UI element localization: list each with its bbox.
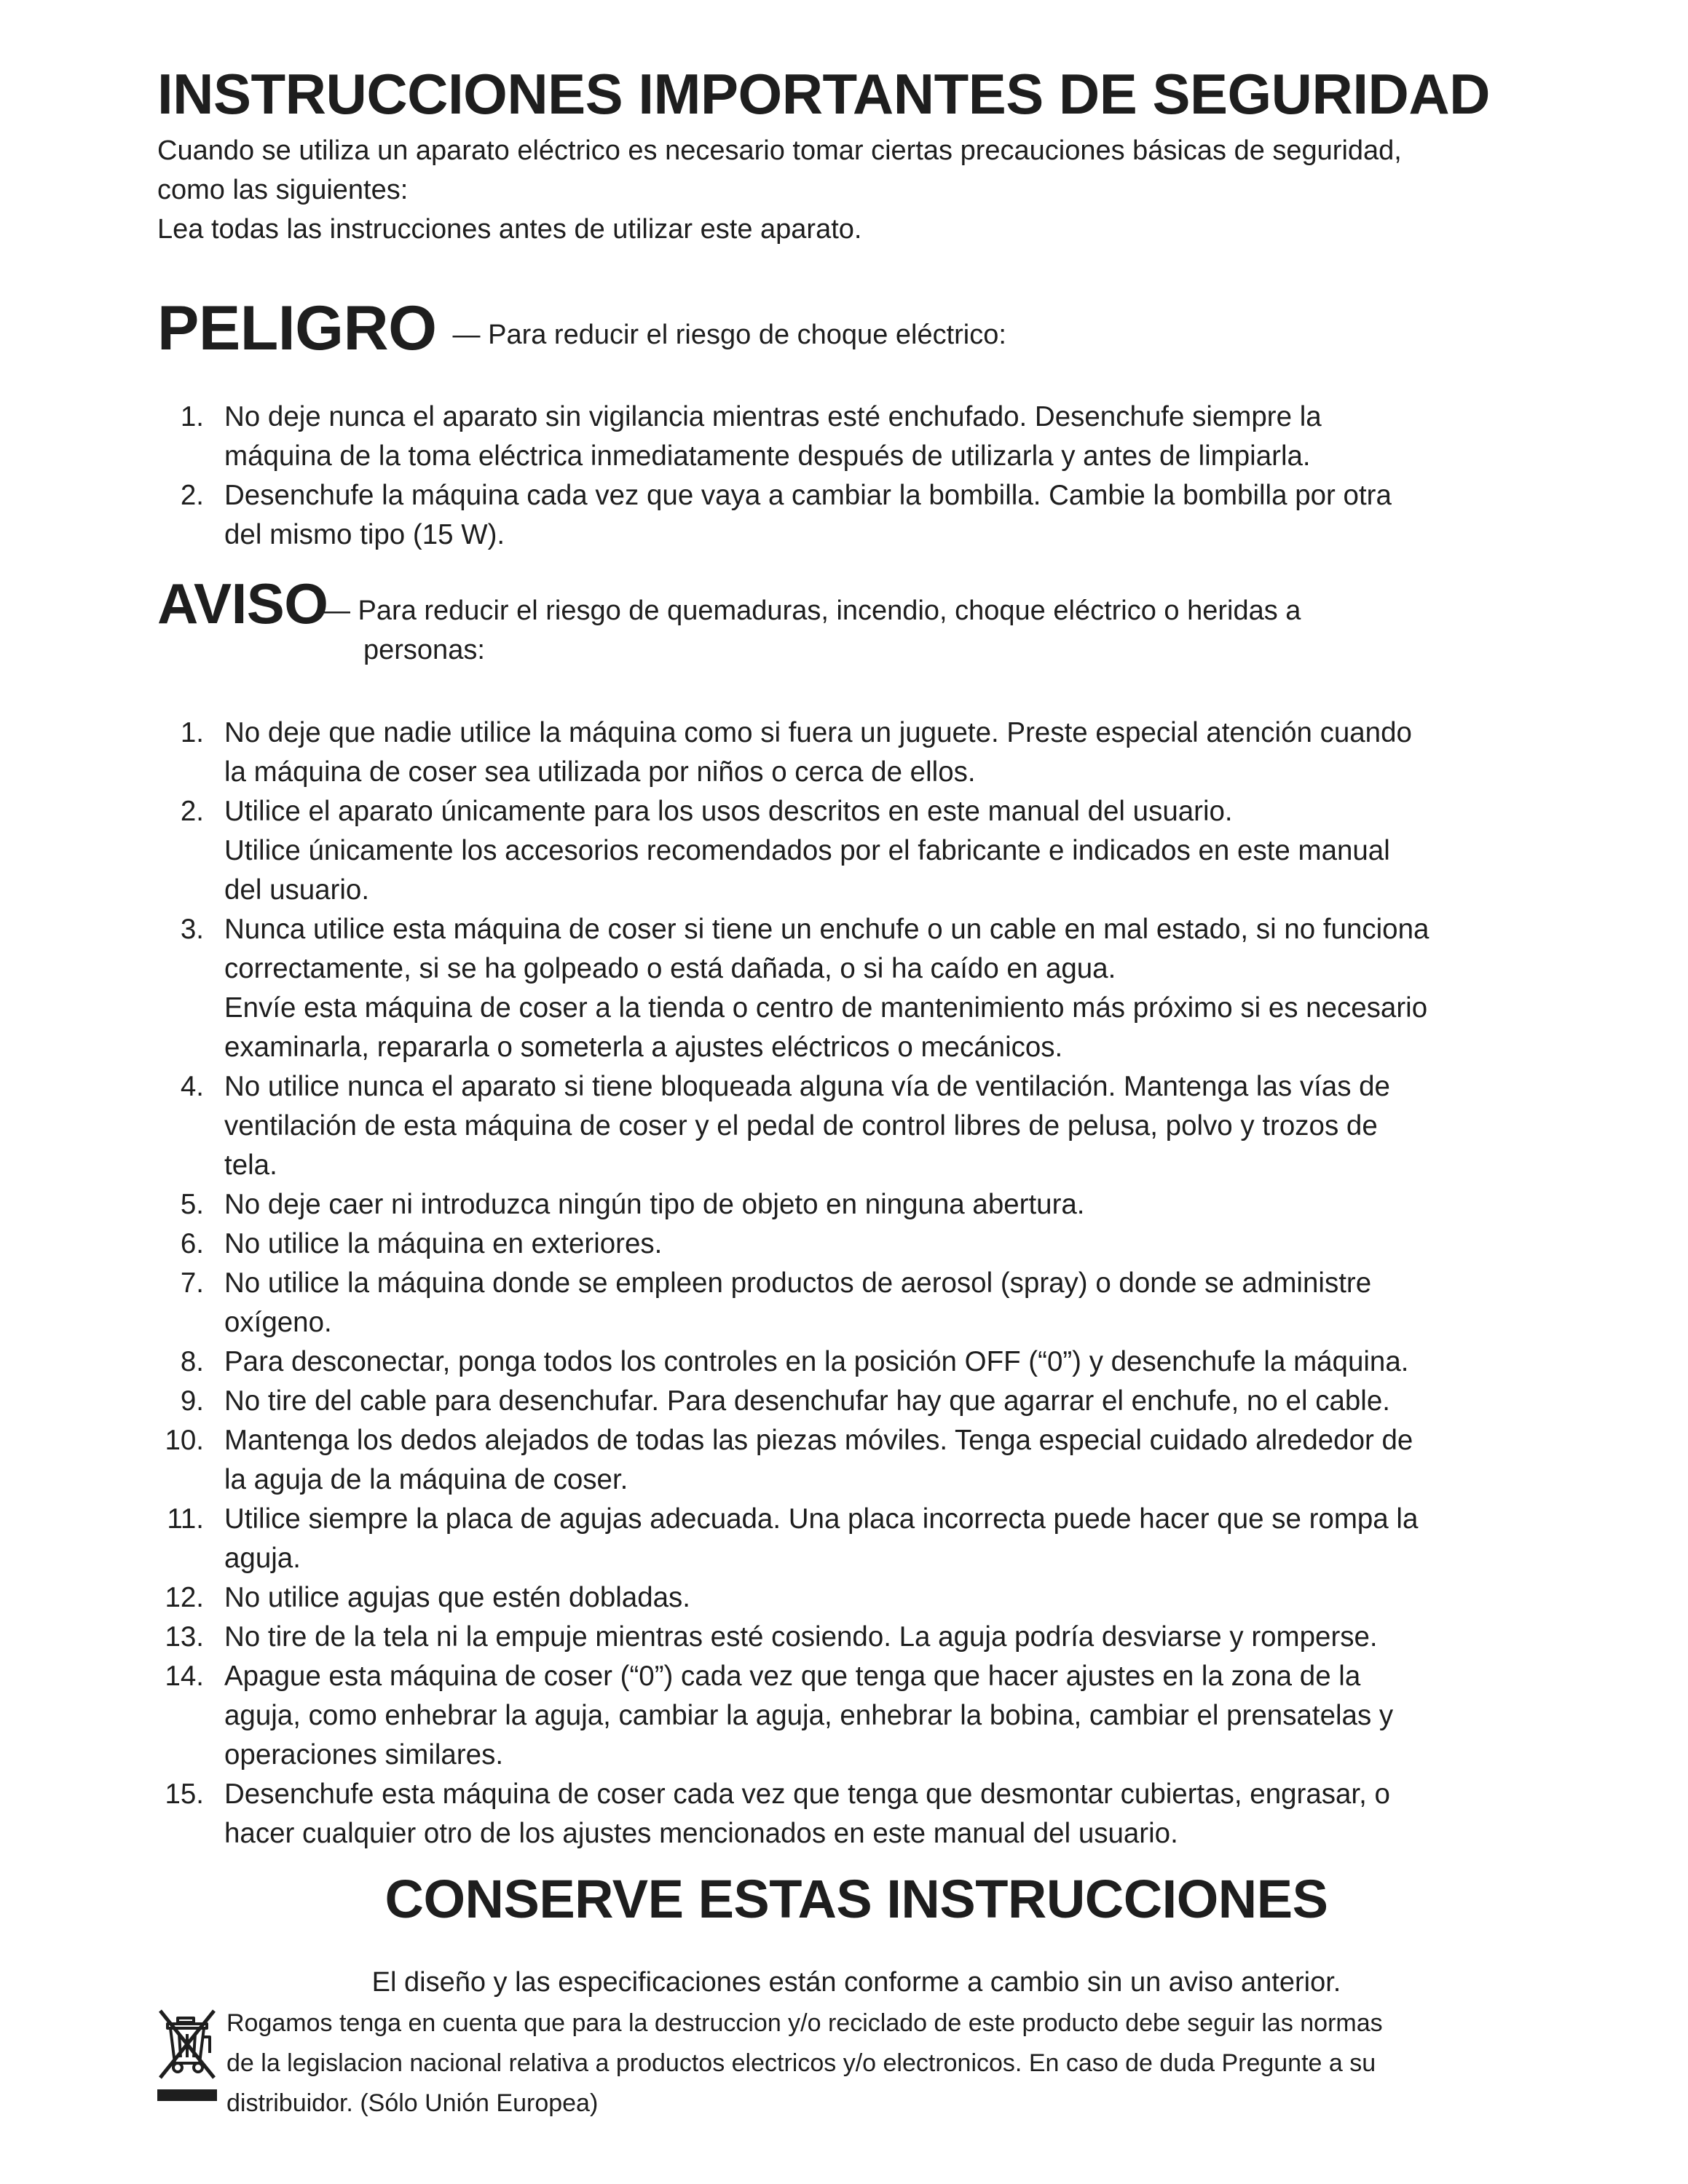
item-text-line: No utilice nunca el aparato si tiene bloqueada alguna vía de ventilación. Mantenga las vías de <box>224 1071 1390 1102</box>
peligro-heading <box>157 293 1006 363</box>
list-item <box>157 1618 1555 1657</box>
list-item <box>157 397 1555 476</box>
item-text-line: Utilice únicamente los accesorios recomendados por el fabricante e indicados en este manual <box>224 835 1390 866</box>
aviso-heading <box>157 571 1301 665</box>
intro-line: como las siguientes: <box>157 175 409 205</box>
item-text-line: examinarla, repararla o someterla a ajustes eléctricos o mecánicos. <box>224 1032 1063 1063</box>
item-number: 5. <box>180 1189 204 1220</box>
item-number: 13. <box>165 1621 204 1653</box>
recycling-line: Rogamos tenga en cuenta que para la destruccion y/o reciclado de este producto debe seguir las normas <box>226 2009 1383 2037</box>
list-item <box>157 713 1555 792</box>
item-number: 11. <box>167 1503 204 1535</box>
item-text-line: hacer cualquier otro de los ajustes mencionados en este manual del usuario. <box>224 1818 1178 1849</box>
item-number: 1. <box>180 717 204 748</box>
intro-line: Cuando se utiliza un aparato eléctrico es necesario tomar ciertas precauciones básicas de seguridad, <box>157 135 1402 166</box>
list-item <box>157 1775 1555 1853</box>
item-text-line: ventilación de esta máquina de coser y el pedal de control libres de pelusa, polvo y trozos de <box>224 1110 1378 1142</box>
list-item <box>157 1382 1555 1421</box>
recycling-line: distribuidor. (Sólo Unión Europea) <box>226 2089 599 2117</box>
item-number: 14. <box>165 1661 204 1692</box>
list-item <box>157 792 1555 910</box>
item-text-line: No deje caer ni introduzca ningún tipo de objeto en ninguna abertura. <box>224 1189 1085 1220</box>
item-text-line: Envíe esta máquina de coser a la tienda o centro de mantenimiento más próximo si es necesario <box>224 992 1428 1024</box>
item-text-line: del usuario. <box>224 874 370 906</box>
design-disclaimer: El diseño y las especificaciones están conforme a cambio sin un aviso anterior. <box>371 1967 1341 1998</box>
main-title: INSTRUCCIONES IMPORTANTES DE SEGURIDAD <box>157 62 1490 126</box>
item-number: 9. <box>180 1385 204 1417</box>
list-item <box>157 1421 1555 1500</box>
aviso-label: AVISO <box>157 571 328 636</box>
item-text-line: Mantenga los dedos alejados de todas las piezas móviles. Tenga especial cuidado alrededor de <box>224 1425 1413 1456</box>
item-number: 8. <box>180 1346 204 1377</box>
list-item <box>157 1224 1555 1264</box>
intro-paragraph <box>157 131 1555 249</box>
item-number: 2. <box>180 480 204 511</box>
item-text-line: Utilice siempre la placa de agujas adecuada. Una placa incorrecta puede hacer que se rompa la <box>224 1503 1419 1535</box>
item-text-line: No utilice la máquina donde se empleen productos de aerosol (spray) o donde se administre <box>224 1267 1372 1299</box>
item-text-line: No tire del cable para desenchufar. Para desenchufar hay que agarrar el enchufe, no el cable. <box>224 1385 1390 1417</box>
peligro-description: — Para reducir el riesgo de choque eléctrico: <box>452 320 1006 350</box>
list-item <box>157 476 1555 555</box>
peligro-label: PELIGRO <box>157 293 437 363</box>
item-number: 6. <box>180 1228 204 1259</box>
item-text-line: No deje nunca el aparato sin vigilancia mientras esté enchufado. Desenchufe siempre la <box>224 401 1322 432</box>
item-text-line: Para desconectar, ponga todos los controles en la posición OFF (“0”) y desenchufe la máquina. <box>224 1346 1409 1377</box>
item-text-line: correctamente, si se ha golpeado o está dañada, o si ha caído en agua. <box>224 953 1116 984</box>
item-text-line: la máquina de coser sea utilizada por niños o cerca de ellos. <box>224 756 976 788</box>
list-item <box>157 1264 1555 1342</box>
item-text-line: Desenchufe la máquina cada vez que vaya a cambiar la bombilla. Cambie la bombilla por otra <box>224 480 1392 511</box>
list-item <box>157 910 1555 1067</box>
item-text-line: Nunca utilice esta máquina de coser si tiene un enchufe o un cable en mal estado, si no funciona <box>224 914 1429 945</box>
recycling-line: de la legislacion nacional relativa a productos electricos y/o electronicos. En caso de duda Pregunte a su <box>226 2049 1376 2077</box>
item-number: 7. <box>180 1267 204 1299</box>
item-text-line: aguja. <box>224 1543 301 1574</box>
item-number: 12. <box>165 1582 204 1613</box>
item-text-line: oxígeno. <box>224 1307 332 1338</box>
aviso-description-line: — Para reducir el riesgo de quemaduras, incendio, choque eléctrico o heridas a <box>323 596 1301 626</box>
item-text-line: Apague esta máquina de coser (“0”) cada vez que tenga que hacer ajustes en la zona de la <box>224 1661 1361 1692</box>
item-number: 2. <box>180 796 204 827</box>
item-text-line: máquina de la toma eléctrica inmediatamente después de utilizarla y antes de limpiarla. <box>224 440 1311 472</box>
crossed-out-wheelie-bin-icon <box>157 2008 217 2102</box>
item-number: 10. <box>165 1425 204 1456</box>
item-text-line: Utilice el aparato únicamente para los usos descritos en este manual del usuario. <box>224 796 1233 827</box>
item-number: 1. <box>180 401 204 432</box>
list-item <box>157 1342 1555 1382</box>
list-item <box>157 1657 1555 1775</box>
peligro-list <box>157 397 1555 555</box>
list-item <box>157 1185 1555 1224</box>
list-item <box>157 1500 1555 1578</box>
item-text-line: No deje que nadie utilice la máquina como si fuera un juguete. Preste especial atención cuando <box>224 717 1412 748</box>
item-text-line: Desenchufe esta máquina de coser cada vez que tenga que desmontar cubiertas, engrasar, o <box>224 1779 1390 1810</box>
item-number: 4. <box>180 1071 204 1102</box>
conserve-heading: CONSERVE ESTAS INSTRUCCIONES <box>384 1869 1328 1929</box>
list-item <box>157 1067 1555 1185</box>
aviso-list <box>157 713 1555 1853</box>
item-text-line: del mismo tipo (15 W). <box>224 519 505 550</box>
item-number: 15. <box>165 1779 204 1810</box>
aviso-description-line: personas: <box>363 635 485 665</box>
item-number: 3. <box>180 914 204 945</box>
list-item <box>157 1578 1555 1618</box>
item-text-line: tela. <box>224 1150 277 1181</box>
item-text-line: No utilice la máquina en exteriores. <box>224 1228 663 1259</box>
item-text-line: la aguja de la máquina de coser. <box>224 1464 628 1495</box>
item-text-line: aguja, como enhebrar la aguja, cambiar la aguja, enhebrar la bobina, cambiar el prensatelas y <box>224 1700 1394 1731</box>
recycling-notice <box>226 2003 1559 2124</box>
intro-line: Lea todas las instrucciones antes de utilizar este aparato. <box>157 214 862 245</box>
item-text-line: operaciones similares. <box>224 1739 504 1770</box>
item-text-line: No utilice agujas que estén dobladas. <box>224 1582 690 1613</box>
item-text-line: No tire de la tela ni la empuje mientras esté cosiendo. La aguja podría desviarse y romperse. <box>224 1621 1378 1653</box>
aviso-description <box>323 591 1502 670</box>
